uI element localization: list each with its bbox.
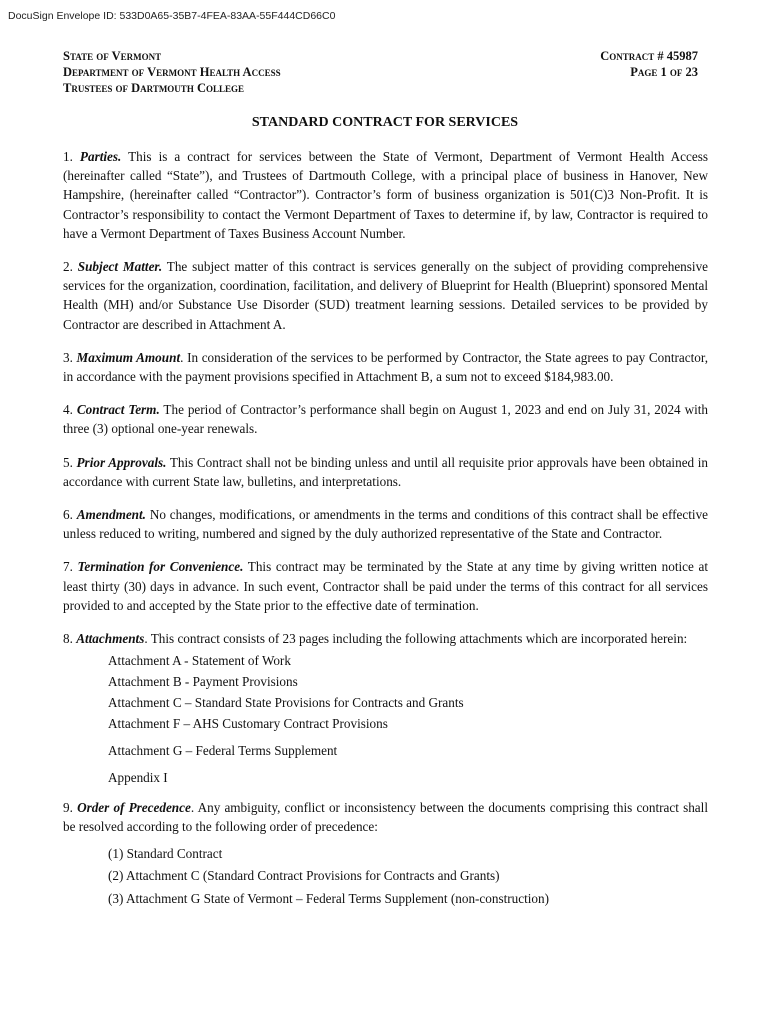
section-maximum-amount (63, 348, 708, 386)
header-contract-info (600, 48, 698, 80)
header-line-contractor: Trustees of Dartmouth College (63, 81, 244, 95)
list-item: Attachment F – AHS Customary Contract Provisions (108, 716, 388, 732)
section-heading: Termination for Convenience. (77, 559, 244, 575)
section-number: 1. (63, 149, 80, 164)
contract-number: Contract # 45987 (600, 49, 698, 63)
section-text: This Contract shall not be binding unless and until all requisite prior approvals have been obtained in accordance with current State law, bulletins, and interpretations. (63, 454, 708, 489)
section-heading: Order of Precedence (77, 800, 191, 816)
section-number: 7. (63, 559, 78, 575)
list-item: (2) Attachment C (Standard Contract Provisions for Contracts and Grants) (108, 868, 500, 884)
list-item: (3) Attachment G State of Vermont – Federal Terms Supplement (non-construction) (108, 890, 550, 906)
list-item: Appendix I (108, 770, 168, 786)
section-number: 3. (63, 349, 77, 365)
list-item: Attachment A - Statement of Work (108, 653, 291, 669)
section-text: No changes, modifications, or amendments in the terms and conditions of this contract shall be effective unless reduced to writing, numbered and signed by the duly authorized representative of the State and Contractor. (63, 507, 709, 542)
section-subject-matter (63, 257, 708, 334)
section-termination (63, 557, 708, 615)
list-item: Attachment C – Standard State Provisions for Contracts and Grants (108, 695, 464, 711)
document-title: STANDARD CONTRACT FOR SERVICES (251, 115, 519, 130)
section-heading: Parties. (79, 149, 122, 164)
docusign-envelope-id: DocuSign Envelope ID: 533D0A65-35B7-4FEA-83AA-55F444CD66C0 (8, 10, 336, 22)
section-text: This contract may be terminated by the State at any time by giving written notice at least thirty (30) days in advance. In such event, Contractor shall be paid under the terms of this contract for all services provided to and accepted by the State prior to the effective date of termination. (63, 559, 708, 613)
section-text: . In consideration of the services to be performed by Contractor, the State agrees to pay Contractor, in accordance with the payment provisions specified in Attachment B, a sum not to exceed $184,983.00. (63, 349, 709, 385)
section-attachments (63, 629, 708, 648)
section-text: The subject matter of this contract is services generally on the subject of providing comprehensive services for the organization, coordination, facilitation, and delivery of Blueprint for Health (Blueprint) sponsored Mental Health (MH) and/or Substance Use Disorder (SUD) treatment learning sessions. Detailed services to be provided by Contractor are described in Attachment A. (63, 259, 709, 332)
header-parties (63, 48, 281, 96)
list-item: Attachment B - Payment Provisions (108, 674, 298, 690)
section-number: 6. (63, 507, 77, 523)
precedence-list (108, 843, 708, 911)
section-heading: Contract Term. (76, 402, 160, 418)
section-text: . Any ambiguity, conflict or inconsistency between the documents comprising this contract shall be resolved according to the following order of precedence: (63, 800, 708, 835)
section-prior-approvals (63, 453, 708, 491)
section-parties (63, 147, 708, 243)
section-contract-term (63, 400, 708, 438)
list-item: (1) Standard Contract (108, 845, 223, 861)
section-number: 5. (63, 454, 77, 470)
section-heading: Subject Matter. (77, 259, 163, 275)
section-number: 8. (63, 631, 77, 647)
section-number: 9. (63, 800, 78, 816)
attachment-list (108, 650, 708, 788)
section-text: . This contract consists of 23 pages including the following attachments which are incorporated herein: (144, 631, 688, 647)
section-heading: Amendment. (76, 507, 146, 523)
page-number: Page 1 of 23 (630, 65, 698, 79)
section-amendment (63, 505, 708, 543)
section-heading: Prior Approvals. (76, 454, 167, 470)
list-item: Attachment G – Federal Terms Supplement (108, 743, 338, 759)
section-number: 2. (63, 259, 78, 275)
section-text: The period of Contractor’s performance shall begin on August 1, 2023 and end on July 31, 2024 with three (3) optional one-year renewals. (63, 402, 709, 437)
section-number: 4. (63, 402, 77, 418)
section-order-of-precedence (63, 798, 708, 836)
header-line-state: State of Vermont (63, 49, 162, 63)
header-line-department: Department of Vermont Health Access (63, 65, 281, 79)
section-heading: Attachments (76, 631, 145, 647)
section-heading: Maximum Amount (76, 349, 181, 365)
contract-body (63, 147, 708, 910)
section-text: This is a contract for services between the State of Vermont, Department of Vermont Health Access (hereinafter called “State”), and Trustees of Dartmouth College, with a principal place of business in Hanover, New Hampshire, (hereinafter called “Contractor”). Contractor’s form of business organization is 501(C)3 Non-Profit. It is Contractor’s responsibility to contact the Vermont Department of Taxes to determine if, by law, Contractor is required to have a Vermont Department of Taxes Business Account Number. (63, 149, 708, 241)
